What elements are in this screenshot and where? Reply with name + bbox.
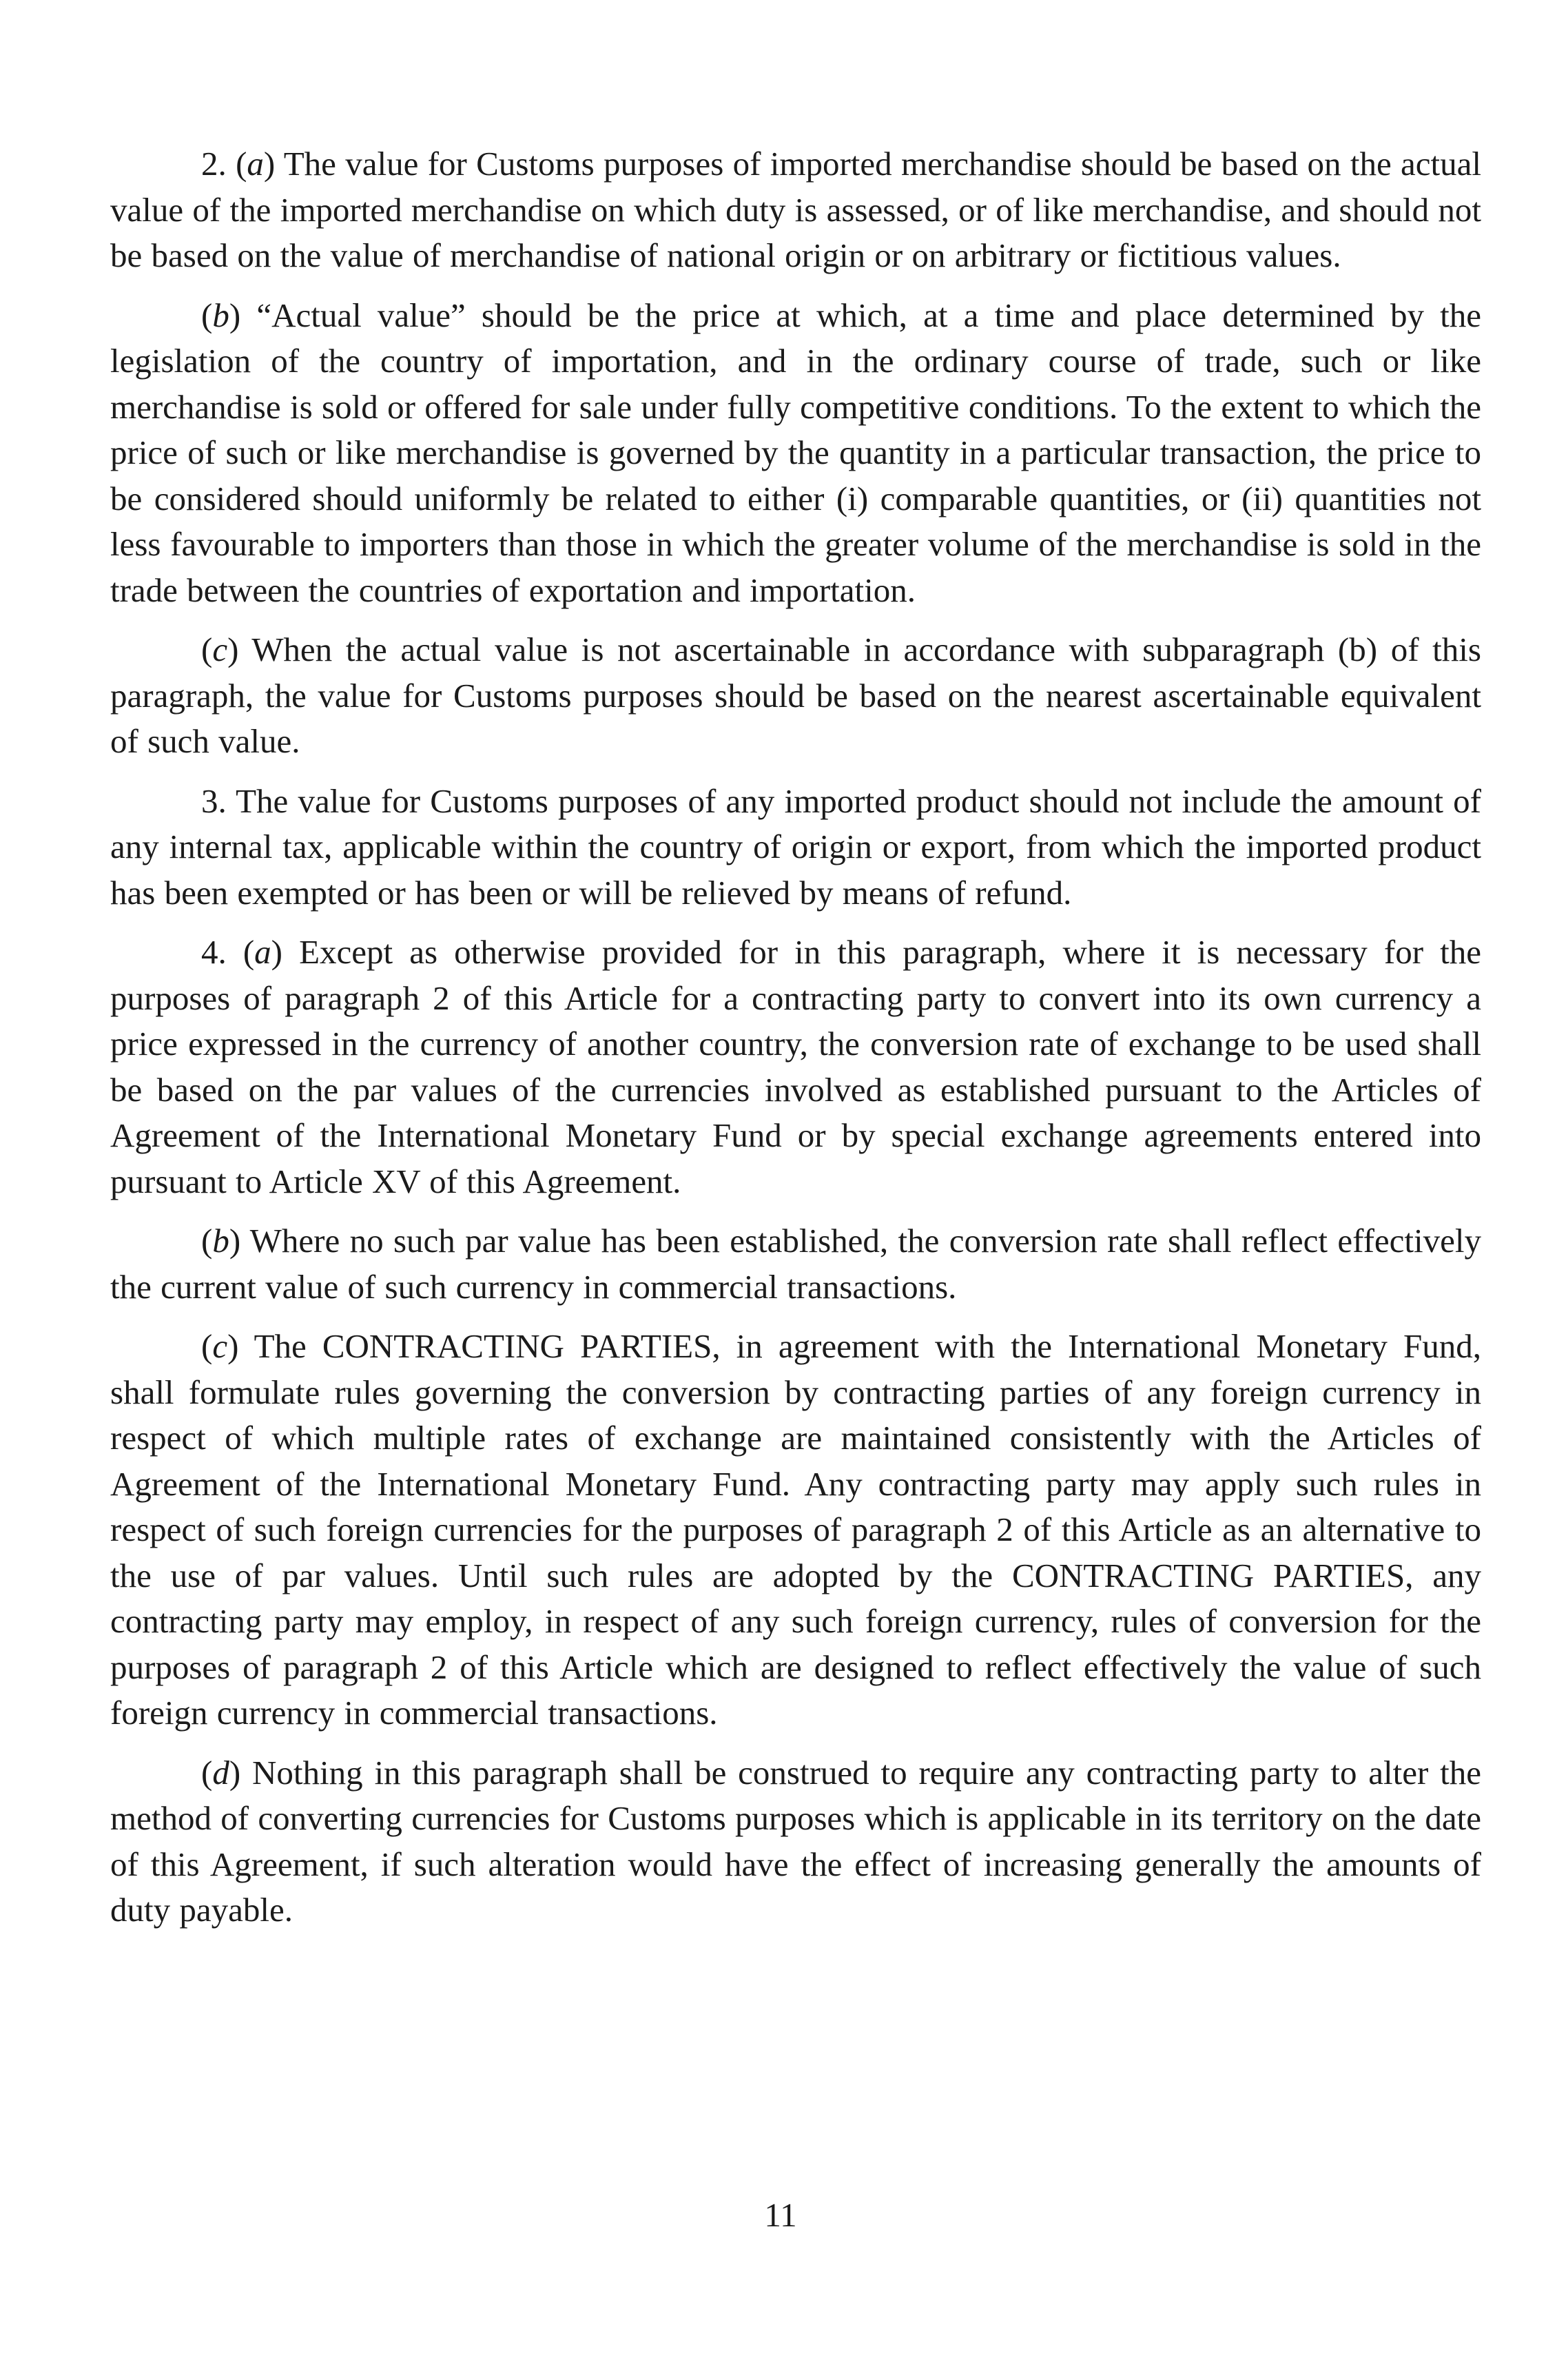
paragraph-lead: (d) <box>201 1753 241 1792</box>
paragraph-lead: (b) <box>201 1222 241 1260</box>
paragraph-4d <box>110 1750 1481 1933</box>
paragraph-lead: 3. <box>201 781 227 820</box>
paragraph-text: Except as otherwise provided for in this paragraph, where it is necessary for the purposes of paragraph 2 of this Article for a contracting party to convert into its own currency a price expressed in the currency of another country, the conversion rate of exchange to be used shall be based on the par values of the currencies involved as established pursuant to the Articles of Agreement of the International Monetary Fund or by special exchange agreements entered into pursuant to Article XV of this Agreement. <box>110 933 1481 1200</box>
paragraph-2c <box>110 627 1481 765</box>
paragraph-lead: 2. (a) <box>201 145 276 183</box>
paragraph-lead: (c) <box>201 630 239 668</box>
paragraph-text: The CONTRACTING PARTIES, in agreement with the International Monetary Fund, shall formulate rules governing the conversion by contracting parties of any foreign currency in respect of which multiple rates of exchange are maintained consistently with the Articles of Agreement of the International Monetary Fund. Any contracting party may apply such rules in respect of such foreign currencies for the purposes of paragraph 2 of this Article as an alternative to the use of par values. Until such rules are adopted by the CONTRACTING PARTIES, any contracting party may employ, in respect of any such foreign currency, rules of conversion for the purposes of paragraph 2 of this Article which are designed to reflect effectively the value of such foreign currency in commercial transactions. <box>110 1327 1481 1732</box>
paragraph-2b <box>110 293 1481 614</box>
paragraph-4b <box>110 1218 1481 1310</box>
document-page <box>110 141 1481 1947</box>
paragraph-text: Where no such par value has been established, the conversion rate shall reflect effectively the current value of such currency in commercial transactions. <box>110 1222 1481 1306</box>
paragraph-text: “Actual value” should be the price at which, at a time and place determined by the legislation of the country of importation, and in the ordinary course of trade, such or like merchandise is sold or offered for sale under fully competitive conditions. To the extent to which the price of such or like merchandise is governed by the quantity in a particular transaction, the price to be considered should uniformly be related to either (i) comparable quantities, or (ii) quantities not less favourable to importers than those in which the greater volume of the merchandise is sold in the trade between the countries of exportation and importation. <box>110 296 1481 609</box>
paragraph-text: Nothing in this paragraph shall be construed to require any contracting party to alter the method of converting currencies for Customs purposes which is applicable in its territory on the date of this Agreement, if such alteration would have the effect of increasing generally the amounts of duty payable. <box>110 1753 1482 1929</box>
paragraph-2a <box>110 141 1481 279</box>
paragraph-lead: 4. (a) <box>201 933 282 971</box>
page-number: 11 <box>764 2196 797 2234</box>
paragraph-lead: (b) <box>201 296 241 334</box>
paragraph-text: The value for Customs purposes of imported merchandise should be based on the actual value of the imported merchandise on which duty is assessed, or of like merchandise, and should not be based on the value of merchandise of national origin or on arbitrary or fictitious values. <box>110 145 1482 274</box>
paragraph-4a <box>110 930 1481 1204</box>
paragraph-4c <box>110 1324 1481 1736</box>
paragraph-lead: (c) <box>201 1327 239 1365</box>
paragraph-3 <box>110 779 1481 916</box>
paragraph-text: When the actual value is not ascertainable in accordance with subparagraph (b) of this paragraph, the value for Customs purposes should be based on the nearest ascertainable equivalent of such value. <box>110 630 1481 760</box>
paragraph-text: The value for Customs purposes of any imported product should not include the amount of any internal tax, applicable within the country of origin or export, from which the imported product has been exempted or has been or will be relieved by means of refund. <box>110 781 1481 912</box>
